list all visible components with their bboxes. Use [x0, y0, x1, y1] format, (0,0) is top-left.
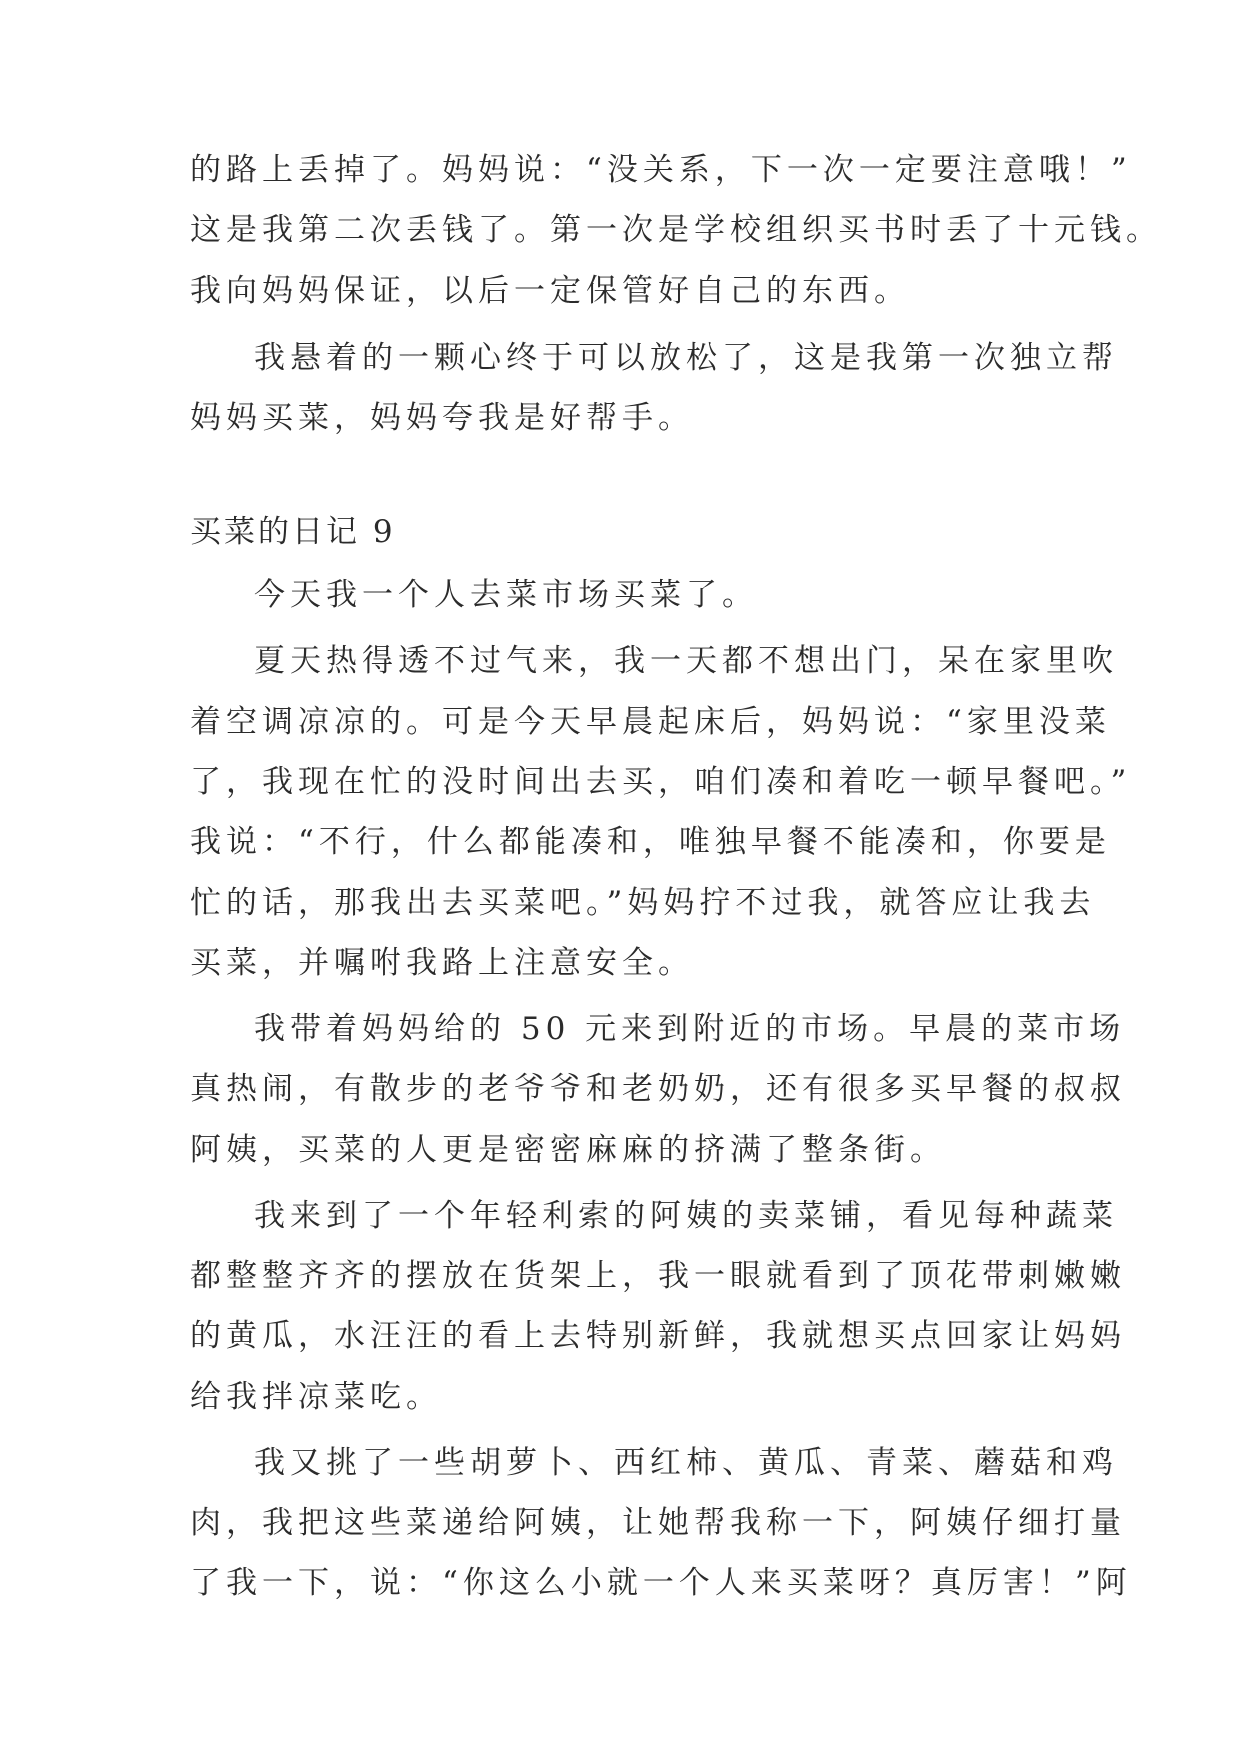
text-line: 我带着妈妈给的 50 元来到附近的市场。早晨的菜市场 [254, 1011, 1126, 1047]
text-line: 夏天热得透不过气来，我一天都不想出门，呆在家里吹 [254, 643, 1118, 679]
text-line: 了，我现在忙的没时间出去买，咱们凑和着吃一顿早餐吧。” [190, 764, 1132, 800]
text-line: 了我一下，说：“你这么小就一个人来买菜呀？真厉害！”阿 [190, 1565, 1132, 1601]
text-line: 的黄瓜，水汪汪的看上去特别新鲜，我就想买点回家让妈妈 [190, 1318, 1126, 1354]
text-line: 肉，我把这些菜递给阿姨，让她帮我称一下，阿姨仔细打量 [190, 1505, 1126, 1541]
text-line: 阿姨，买菜的人更是密密麻麻的挤满了整条街。 [190, 1132, 946, 1168]
text-line: 我向妈妈保证，以后一定保管好自己的东西。 [190, 273, 910, 309]
text-line: 都整整齐齐的摆放在货架上，我一眼就看到了顶花带刺嫩嫩 [190, 1258, 1126, 1294]
text-line: 真热闹，有散步的老爷爷和老奶奶，还有很多买早餐的叔叔 [190, 1071, 1126, 1107]
text-line: 我来到了一个年轻利索的阿姨的卖菜铺，看见每种蔬菜 [254, 1198, 1118, 1234]
text-line: 着空调凉凉的。可是今天早晨起床后，妈妈说：“家里没菜 [190, 704, 1111, 740]
text-line: 我悬着的一颗心终于可以放松了，这是我第一次独立帮 [254, 340, 1118, 376]
text-line: 我又挑了一些胡萝卜、西红柿、黄瓜、青菜、蘑菇和鸡 [254, 1445, 1118, 1481]
text-line: 今天我一个人去菜市场买菜了。 [254, 577, 758, 613]
text-line: 妈妈买菜，妈妈夸我是好帮手。 [190, 400, 694, 436]
section-title: 买菜的日记 9 [190, 514, 396, 550]
text-line: 这是我第二次丢钱了。第一次是学校组织买书时丢了十元钱。 [190, 212, 1162, 248]
text-line: 我说：“不行，什么都能凑和，唯独早餐不能凑和，你要是 [190, 824, 1111, 860]
text-line: 忙的话，那我出去买菜吧。”妈妈拧不过我，就答应让我去 [190, 885, 1096, 921]
text-line: 买菜，并嘱咐我路上注意安全。 [190, 945, 694, 981]
text-line: 给我拌凉菜吃。 [190, 1379, 442, 1415]
text-line: 的路上丢掉了。妈妈说：“没关系，下一次一定要注意哦！” [190, 152, 1132, 188]
